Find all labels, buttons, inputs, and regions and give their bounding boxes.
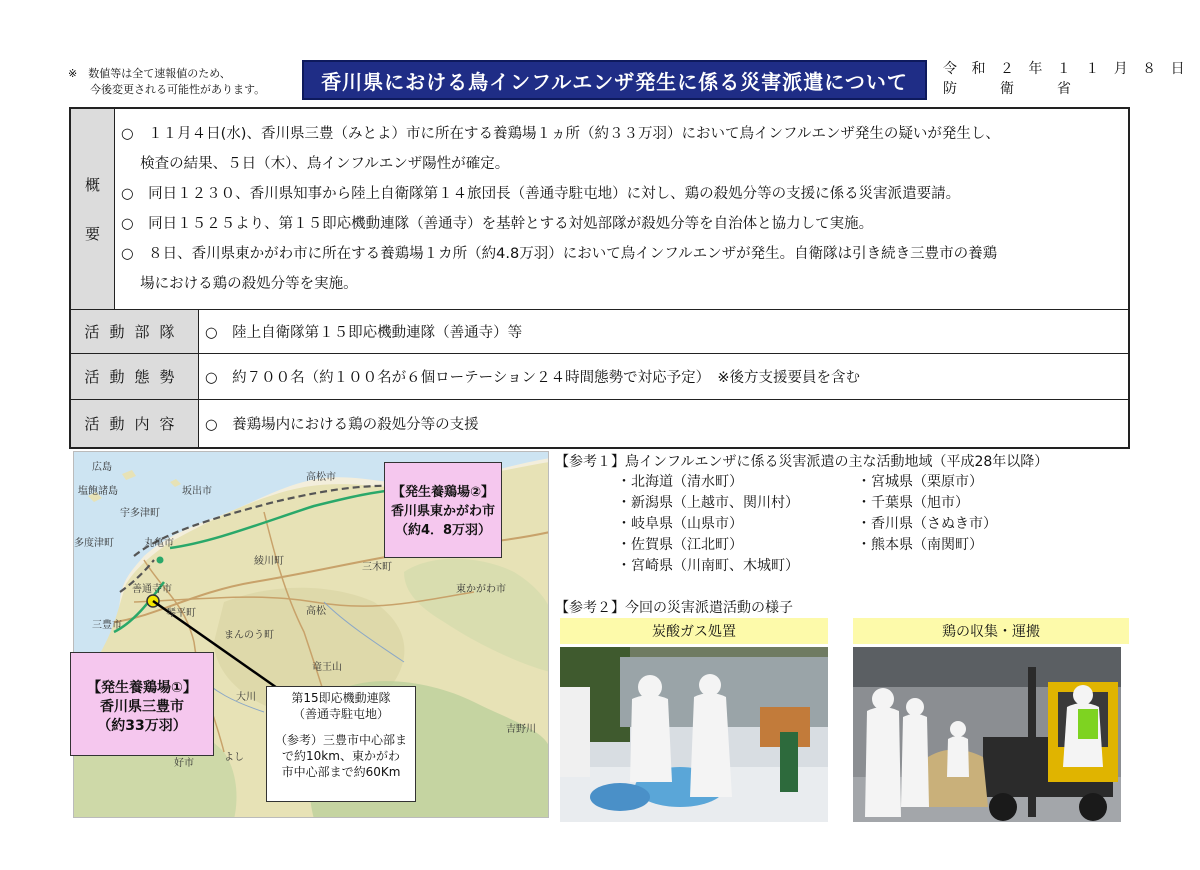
map-place-label: 東かがわ市: [456, 584, 506, 595]
reference1-item: ・宮城県（栗原市）: [857, 474, 983, 490]
map-place-label: 塩飽諸島: [78, 486, 118, 497]
reference1-item: ・熊本県（南関町）: [857, 537, 983, 553]
summary-item: 検査の結果、５日（木）、鳥インフルエンザ陽性が確定。: [121, 156, 510, 172]
reference1-item: ・新潟県（上越市、関川村）: [617, 495, 799, 511]
summary-table: [69, 107, 1130, 449]
photo2-caption: 鶏の収集・運搬: [853, 618, 1129, 644]
date-block: [943, 59, 1190, 99]
reference1-item: ・佐賀県（江北町）: [617, 537, 743, 553]
summary-item: ○ 同日１５２５より、第１５即応機動連隊（善通寺）を基幹とする対処部隊が殺処分等を自治体と協力して実施。: [121, 216, 874, 232]
map-place-label: 琴平町: [166, 608, 196, 619]
map-place-label: 竜王山: [312, 662, 342, 673]
page-title: 香川県における鳥インフルエンザ発生に係る災害派遣について: [302, 60, 927, 100]
summary-item: ○ １１月４日(水)、香川県三豊（みとよ）市に所在する養鶏場１ヵ所（約３３万羽）において鳥インフルエンザ発生の疑いが発生し、: [121, 126, 1000, 142]
map-place-label: 吉野川: [506, 724, 536, 735]
activity-posture-value: ○ 約７００名（約１００名が６個ローテーション２４時間態勢で対応予定） ※後方支援要員を含む: [205, 370, 860, 386]
map-place-label: 高松: [306, 606, 326, 617]
reference1-item: ・宮崎県（川南町、木城町）: [617, 558, 799, 574]
activity-unit-row: [71, 309, 1128, 353]
summary-item: 場における鶏の殺処分等を実施。: [121, 276, 358, 292]
map-place-label: 綾川町: [254, 556, 284, 567]
reference1-item: ・岐阜県（山県市）: [617, 516, 743, 532]
reference1-title: 【参考１】鳥インフルエンザに係る災害派遣の主な活動地域（平成28年以降）: [555, 454, 1049, 470]
reference1-list-left: [617, 472, 799, 577]
map-place-label: 大川: [236, 692, 256, 703]
summary-text: [115, 109, 1128, 299]
provisional-note: ※ 数値等は全て速報値のため、 今後変更される可能性があります。: [68, 67, 266, 96]
photo-chicken-collection: [853, 647, 1121, 822]
map-place-label: 三豊市: [92, 620, 122, 631]
map-place-label: まんのう町: [224, 630, 274, 641]
photo1-caption: 炭酸ガス処置: [560, 618, 828, 644]
activity-content-value: ○ 養鶏場内における鶏の殺処分等の支援: [205, 417, 479, 433]
unit-location-callout: 第15即応機動連隊 （善通寺駐屯地） （参考）三豊市中心部ま で約10km、東かがわ 市中心部まで約60Km: [266, 686, 416, 802]
map-place-label: 好市: [174, 758, 194, 769]
activity-unit-label: 活動部隊: [71, 310, 199, 353]
summary-row: [71, 109, 1128, 309]
reference1-item: ・千葉県（旭市）: [857, 495, 969, 511]
farm2-callout: 【発生養鶏場②】 香川県東かがわ市 （約4．8万羽）: [384, 462, 502, 558]
reference1-item: ・北海道（清水町）: [617, 474, 743, 490]
summary-item: ○ ８日、香川県東かがわ市に所在する養鶏場１カ所（約4.8万羽）において鳥インフルエンザが発生。自衛隊は引き続き三豊市の養鶏: [121, 246, 998, 262]
map-place-label: よし: [224, 752, 244, 763]
farm1-callout: 【発生養鶏場①】 香川県三豊市 （約33万羽）: [70, 652, 214, 756]
map-place-label: 広島: [92, 462, 112, 473]
reference2-title: 【参考２】今回の災害派遣活動の様子: [555, 600, 793, 616]
map-place-label: 高松市: [306, 472, 336, 483]
map-place-label: 丸亀市: [144, 538, 174, 549]
date-text: 令 和 ２ 年 １ １ 月 ８ 日: [943, 61, 1190, 77]
activity-unit-value: ○ 陸上自衛隊第１５即応機動連隊（善通寺）等: [205, 325, 523, 341]
map-place-label: 宇多津町: [120, 508, 160, 519]
activity-posture-row: [71, 353, 1128, 399]
organization-text: 防 衛 省: [943, 81, 1076, 97]
map-place-label: 坂出市: [182, 486, 212, 497]
map-place-label: 多度津町: [74, 538, 114, 549]
activity-posture-label: 活動態勢: [71, 354, 199, 399]
summary-item: ○ 同日１２３０、香川県知事から陸上自衛隊第１４旅団長（善通寺駐屯地）に対し、鶏の殺処分等の支援に係る災害派遣要請。: [121, 186, 961, 202]
summary-label: 概 要: [71, 109, 115, 309]
activity-content-row: [71, 399, 1128, 447]
map-place-label: 善通寺市: [132, 584, 172, 595]
reference1-list-right: [857, 472, 997, 556]
map-place-label: 三木町: [362, 562, 392, 573]
reference1-item: ・香川県（さぬき市）: [857, 516, 997, 532]
photo-co2-treatment: [560, 647, 828, 822]
activity-content-label: 活動内容: [71, 400, 199, 447]
